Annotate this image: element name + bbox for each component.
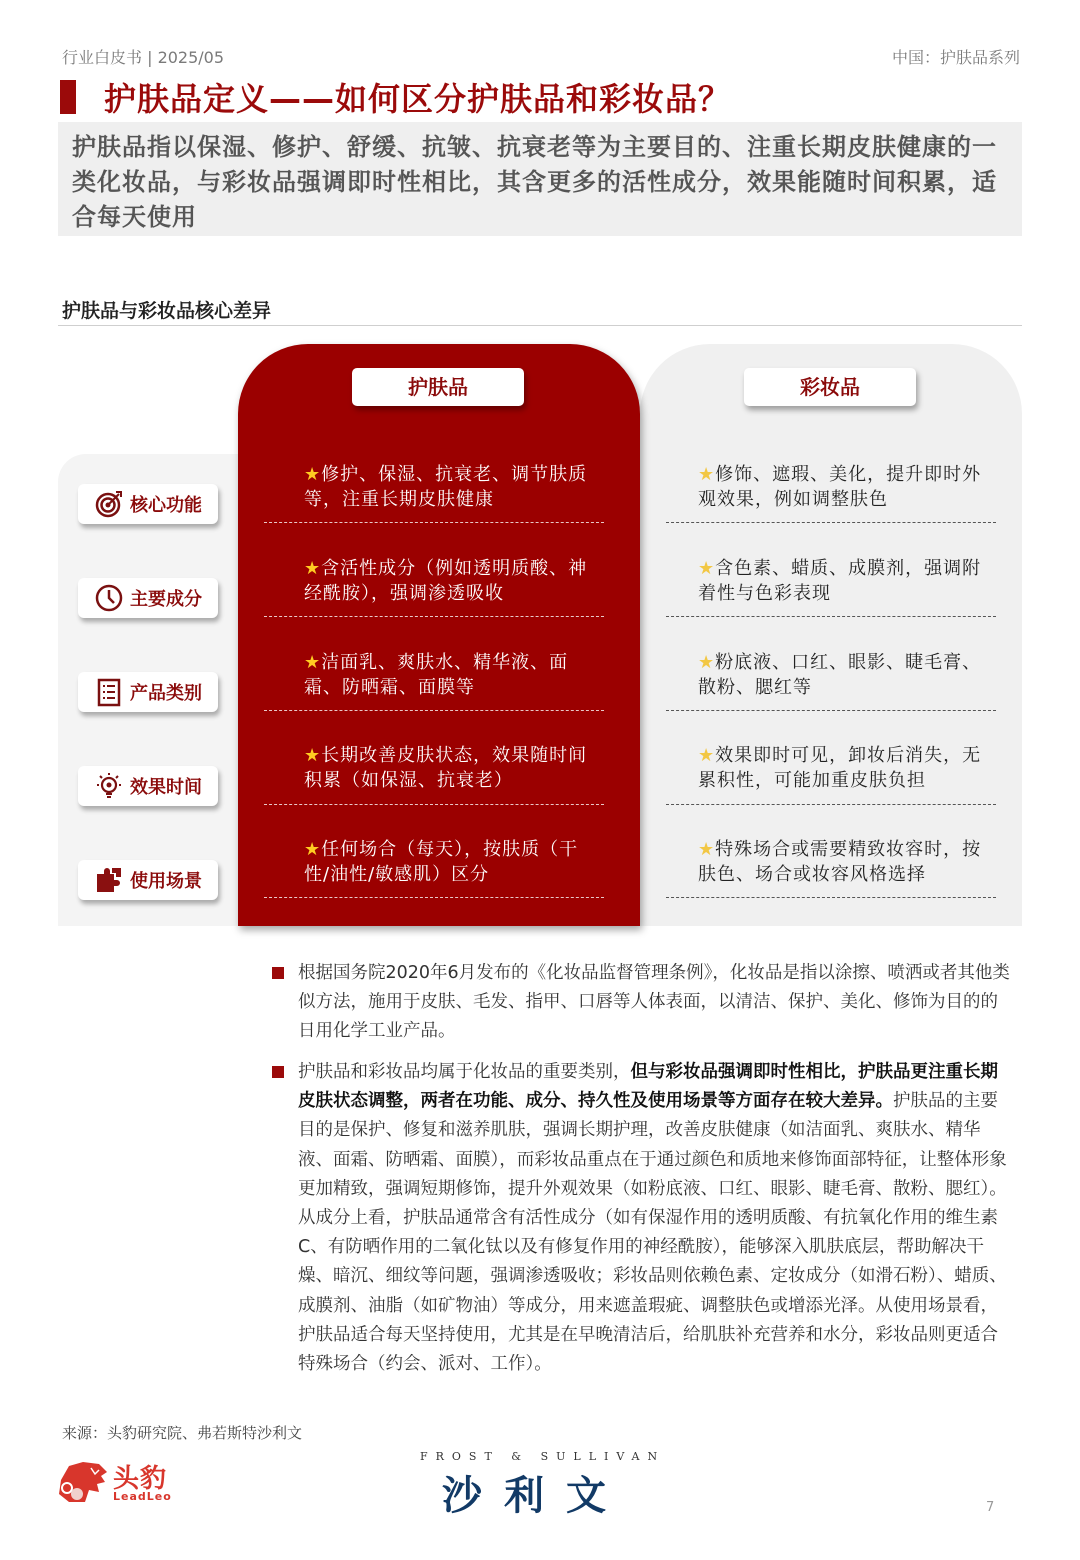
section-divider [58,325,1022,326]
row-label-text: 主要成分 [130,589,202,610]
skincare-cell: ★含活性成分（例如透明质酸、神经酰胺），强调渗透吸收 [304,558,588,604]
row-divider [264,616,604,617]
row-label-product-category [78,672,218,712]
star-icon: ★ [698,839,716,860]
row-label-text: 核心功能 [130,495,202,516]
star-icon: ★ [698,558,716,579]
source-note: 来源：头豹研究院、弗若斯特沙利文 [62,1424,303,1442]
makeup-cell: ★效果即时可见，卸妆后消失，无累积性，可能加重皮肤负担 [698,745,982,791]
star-icon: ★ [698,652,716,673]
row-divider [666,522,996,523]
row-label-text: 使用场景 [130,871,202,892]
skincare-cell: ★洁面乳、爽肤水、精华液、面霜、防晒霜、面膜等 [304,652,569,698]
star-icon: ★ [698,464,716,485]
star-icon: ★ [304,839,322,860]
row-label-main-ingredients [78,578,218,618]
summary-text: 护肤品指以保湿、修护、舒缓、抗皱、抗衰老等为主要目的、注重长期皮肤健康的一类化妆品，与彩妆品强调即时性相比，其含更多的活性成分，效果能随时间积累，适合每天使用 [72,133,997,231]
leadleo-en: LeadLeo [113,1490,172,1503]
makeup-cell: ★特殊场合或需要精致妆容时，按肤色、场合或妆容风格选择 [698,839,982,885]
lightbulb-icon [94,771,124,801]
puzzle-icon [94,865,124,895]
page-number: 7 [986,1500,995,1515]
row-divider [666,897,996,898]
makeup-cell: ★粉底液、口红、眼影、睫毛膏、散粉、腮红等 [698,652,982,698]
star-icon: ★ [304,745,322,766]
skincare-column [238,344,640,926]
skincare-cell: ★修护、保湿、抗衰老、调节肤质等，注重长期皮肤健康 [304,464,588,510]
title-accent-bar [60,80,76,114]
row-divider [666,710,996,711]
bullet-icon [272,967,284,979]
report-label: 行业白皮书 | 2025/05 [62,48,225,67]
summary-box [58,122,1022,236]
row-divider [264,804,604,805]
series-label: 中国：护肤品系列 [891,48,1020,67]
row-label-effect-time [78,766,218,806]
leopard-head-icon [55,1458,109,1506]
skincare-cell: ★长期改善皮肤状态，效果随时间积累（如保湿、抗衰老） [304,745,588,791]
clock-icon [94,583,124,613]
row-label-core-function [78,484,218,524]
star-icon: ★ [304,652,322,673]
leadleo-logo [55,1458,175,1506]
makeup-column [640,344,1022,926]
skincare-header: 护肤品 [352,368,524,406]
row-divider [264,522,604,523]
makeup-cell: ★修饰、遮瑕、美化，提升即时外观效果，例如调整肤色 [698,464,982,510]
makeup-cell: ★含色素、蜡质、成膜剂，强调附着性与色彩表现 [698,558,982,604]
target-icon [94,489,124,519]
frost-sullivan-en: FROST & SULLIVAN [420,1450,666,1463]
star-icon: ★ [698,745,716,766]
section-title: 护肤品与彩妆品核心差异 [62,300,272,322]
row-divider [264,710,604,711]
frost-sullivan-cn: 沙利文 [442,1473,628,1519]
row-label-text: 产品类别 [130,683,202,704]
skincare-cell: ★任何场合（每天），按肤质（干性/油性/敏感肌）区分 [304,839,579,885]
page-title: 护肤品定义——如何区分护肤品和彩妆品？ [104,80,732,118]
leadleo-cn: 头豹 [113,1464,168,1494]
row-label-usage-scenario [78,860,218,900]
checklist-icon [94,677,124,707]
row-label-text: 效果时间 [130,777,202,798]
row-divider [666,804,996,805]
star-icon: ★ [304,464,322,485]
star-icon: ★ [304,558,322,579]
paragraph-definition: 根据国务院2020年6月发布的《化妆品监督管理条例》，化妆品是指以涂擦、喷洒或者其他类似方法，施用于皮肤、毛发、指甲、口唇等人体表面，以清洁、保护、美化、修饰为目的的日用化学工业产品。 [298,963,1010,1042]
row-divider [666,616,996,617]
bullet-icon [272,1066,284,1078]
row-divider [264,897,604,898]
paragraph-comparison: 护肤品和彩妆品均属于化妆品的重要类别，但与彩妆品强调即时性相比，护肤品更注重长期皮肤状态调整，两者在功能、成分、持久性及使用场景等方面存在较大差异。护肤品的主要目的是保护、修复和滋养肌肤，强调长期护理，改善皮肤健康（如洁面乳、爽肤水、精华液、面霜、防晒霜、面膜），而彩妆品重点在于通过颜色和质地来修饰面部特征，让整体形象更加精致，强调短期修饰，提升外观效果（如粉底液、口红、眼影、睫毛膏、散粉、腮红）。从成分上看，护肤品通常含有活性成分（如有保湿作用的透明质酸、有抗氧化作用的维生素C、有防晒作用的二氧化钛以及有修复作用的神经酰胺），能够深入肌肤底层，帮助解决干燥、暗沉、细纹等问题，强调渗透吸收；彩妆品则依赖色素、定妆成分（如滑石粉）、蜡质、成膜剂、油脂（如矿物油）等成分，用来遮盖瑕疵、调整肤色或增添光泽。从使用场景看，护肤品适合每天坚持使用，尤其是在早晚清洁后，给肌肤补充营养和水分，彩妆品则更适合特殊场合（约会、派对、工作）。 [298,1062,1007,1375]
makeup-header: 彩妆品 [744,368,916,406]
